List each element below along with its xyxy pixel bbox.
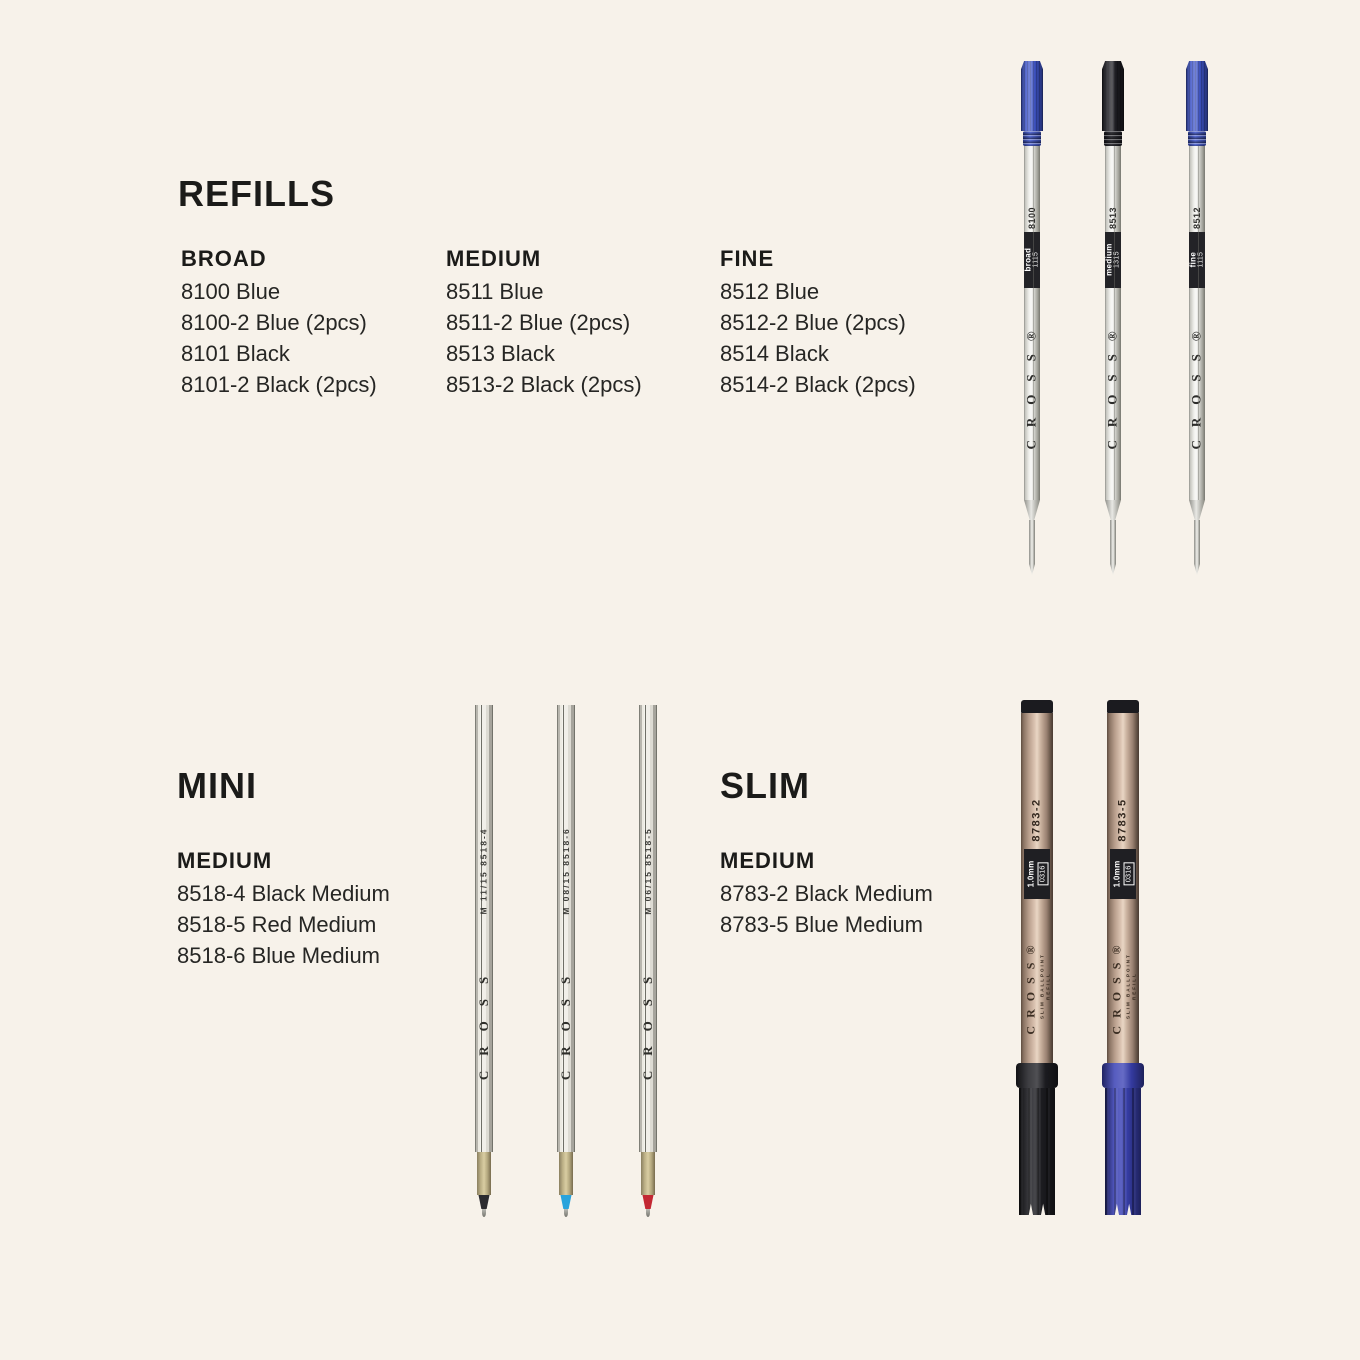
refill-barrel xyxy=(1107,713,1139,1063)
column-header-mini-medium: MEDIUM xyxy=(177,848,273,873)
refill-item: 8783-5 Blue Medium xyxy=(720,912,924,937)
refill-item: 8513 Black xyxy=(446,341,555,366)
refill-item: 8512-2 Blue (2pcs) xyxy=(720,310,906,335)
refill-top-cap xyxy=(1021,700,1053,713)
mini-refill-image-8518-5 xyxy=(639,705,657,1217)
refill-item: 8100-2 Blue (2pcs) xyxy=(181,310,367,335)
refill-code: M 11/15 8518-4 xyxy=(479,827,490,915)
mini-refill-image-8518-6 xyxy=(557,705,575,1217)
refill-size-label: 1.0mm 0316 xyxy=(1110,849,1136,899)
refill-collar xyxy=(641,1152,655,1195)
refill-grade-label: fine 1115 xyxy=(1189,232,1205,288)
refill-protective-cap xyxy=(1019,1088,1055,1215)
refills-column-medium xyxy=(446,246,642,400)
ballpoint-refill-image-8512 xyxy=(1185,61,1209,576)
column-header-fine: FINE xyxy=(720,246,775,271)
column-header-medium: MEDIUM xyxy=(446,246,542,271)
refill-grade-label: broad 1115 xyxy=(1024,232,1040,288)
refill-cap xyxy=(1021,61,1043,131)
cross-logo: CROSS® xyxy=(1024,318,1039,450)
refill-tip xyxy=(1029,520,1035,575)
cross-logo: CROSS® SLIM BALLPOINT REFILL xyxy=(1108,937,1136,1035)
cross-logo: CROSS® xyxy=(1105,318,1120,450)
refill-item: 8513-2 Black (2pcs) xyxy=(446,372,642,397)
refill-item: 8518-4 Black Medium xyxy=(177,881,390,906)
refill-tip-cone xyxy=(478,1195,490,1209)
refill-code: M 08/15 8518-6 xyxy=(561,827,572,915)
refill-taper xyxy=(1024,500,1040,520)
refill-grade-label: medium 1315 xyxy=(1105,232,1121,288)
refills-column-broad xyxy=(181,246,377,400)
refill-part-number: 8513 xyxy=(1108,206,1118,230)
refill-item: 8511 Blue xyxy=(446,279,544,304)
refill-item: 8514 Black xyxy=(720,341,829,366)
cross-logo: CROSS xyxy=(558,961,574,1081)
refill-item: 8783-2 Black Medium xyxy=(720,881,933,906)
refill-part-number: 8512 xyxy=(1192,206,1202,230)
refill-barrel xyxy=(1189,146,1205,500)
refill-collar xyxy=(477,1152,491,1195)
refill-item: 8518-5 Red Medium xyxy=(177,912,377,937)
column-header-slim-medium: MEDIUM xyxy=(720,848,816,873)
refill-ball-point xyxy=(564,1209,568,1217)
refill-barrel xyxy=(1021,713,1053,1063)
refill-item: 8514-2 Black (2pcs) xyxy=(720,372,916,397)
refill-tube xyxy=(639,705,657,1152)
refill-taper xyxy=(1105,500,1121,520)
slim-refill-image-8783-5 xyxy=(1102,700,1144,1215)
refill-barrel xyxy=(1024,146,1040,500)
refill-taper xyxy=(1189,500,1205,520)
refill-barrel xyxy=(1105,146,1121,500)
refill-item: 8512 Blue xyxy=(720,279,820,304)
refill-cap-collar xyxy=(1102,1063,1144,1088)
refill-size-label: 1.0mm 0316 xyxy=(1024,849,1050,899)
refill-cap-collar xyxy=(1016,1063,1058,1088)
mini-section-title: MINI xyxy=(177,765,257,806)
refills-column-fine xyxy=(720,246,916,400)
cross-logo: CROSS® SLIM BALLPOINT REFILL xyxy=(1022,937,1050,1035)
refill-threads xyxy=(1023,131,1041,146)
refill-tip xyxy=(1194,520,1200,575)
slim-section-title: SLIM xyxy=(720,765,810,806)
refill-threads xyxy=(1188,131,1206,146)
refill-item: 8101-2 Black (2pcs) xyxy=(181,372,377,397)
refill-tip-cone xyxy=(642,1195,654,1209)
refill-ball-point xyxy=(482,1209,486,1217)
slim-column-medium xyxy=(720,848,933,940)
refill-tip xyxy=(1110,520,1116,575)
ballpoint-refill-image-8513 xyxy=(1101,61,1125,576)
refill-part-number: 8100 xyxy=(1027,206,1037,230)
refills-section-title: REFILLS xyxy=(178,173,335,214)
slim-refill-image-8783-2 xyxy=(1016,700,1058,1215)
refill-threads xyxy=(1104,131,1122,146)
refill-part-number: 8783-2 xyxy=(1031,798,1044,842)
refill-tip-cone xyxy=(560,1195,572,1209)
refill-item: 8101 Black xyxy=(181,341,290,366)
refill-code: M 06/15 8518-5 xyxy=(643,827,654,915)
cross-logo: CROSS xyxy=(640,961,656,1081)
refill-collar xyxy=(559,1152,573,1195)
refill-ball-point xyxy=(646,1209,650,1217)
refill-item: 8100 Blue xyxy=(181,279,281,304)
refill-tube xyxy=(557,705,575,1152)
ballpoint-refill-image-8100 xyxy=(1020,61,1044,576)
mini-column-medium xyxy=(177,848,390,971)
cross-logo: CROSS® xyxy=(1189,318,1204,450)
cross-logo: CROSS xyxy=(476,961,492,1081)
refill-protective-cap xyxy=(1105,1088,1141,1215)
refill-part-number: 8783-5 xyxy=(1117,798,1130,842)
refill-tube xyxy=(475,705,493,1152)
refill-cap xyxy=(1102,61,1124,131)
column-header-broad: BROAD xyxy=(181,246,267,271)
refill-item: 8511-2 Blue (2pcs) xyxy=(446,310,631,335)
mini-refill-image-8518-4 xyxy=(475,705,493,1217)
refill-cap xyxy=(1186,61,1208,131)
refill-top-cap xyxy=(1107,700,1139,713)
refill-item: 8518-6 Blue Medium xyxy=(177,943,381,968)
